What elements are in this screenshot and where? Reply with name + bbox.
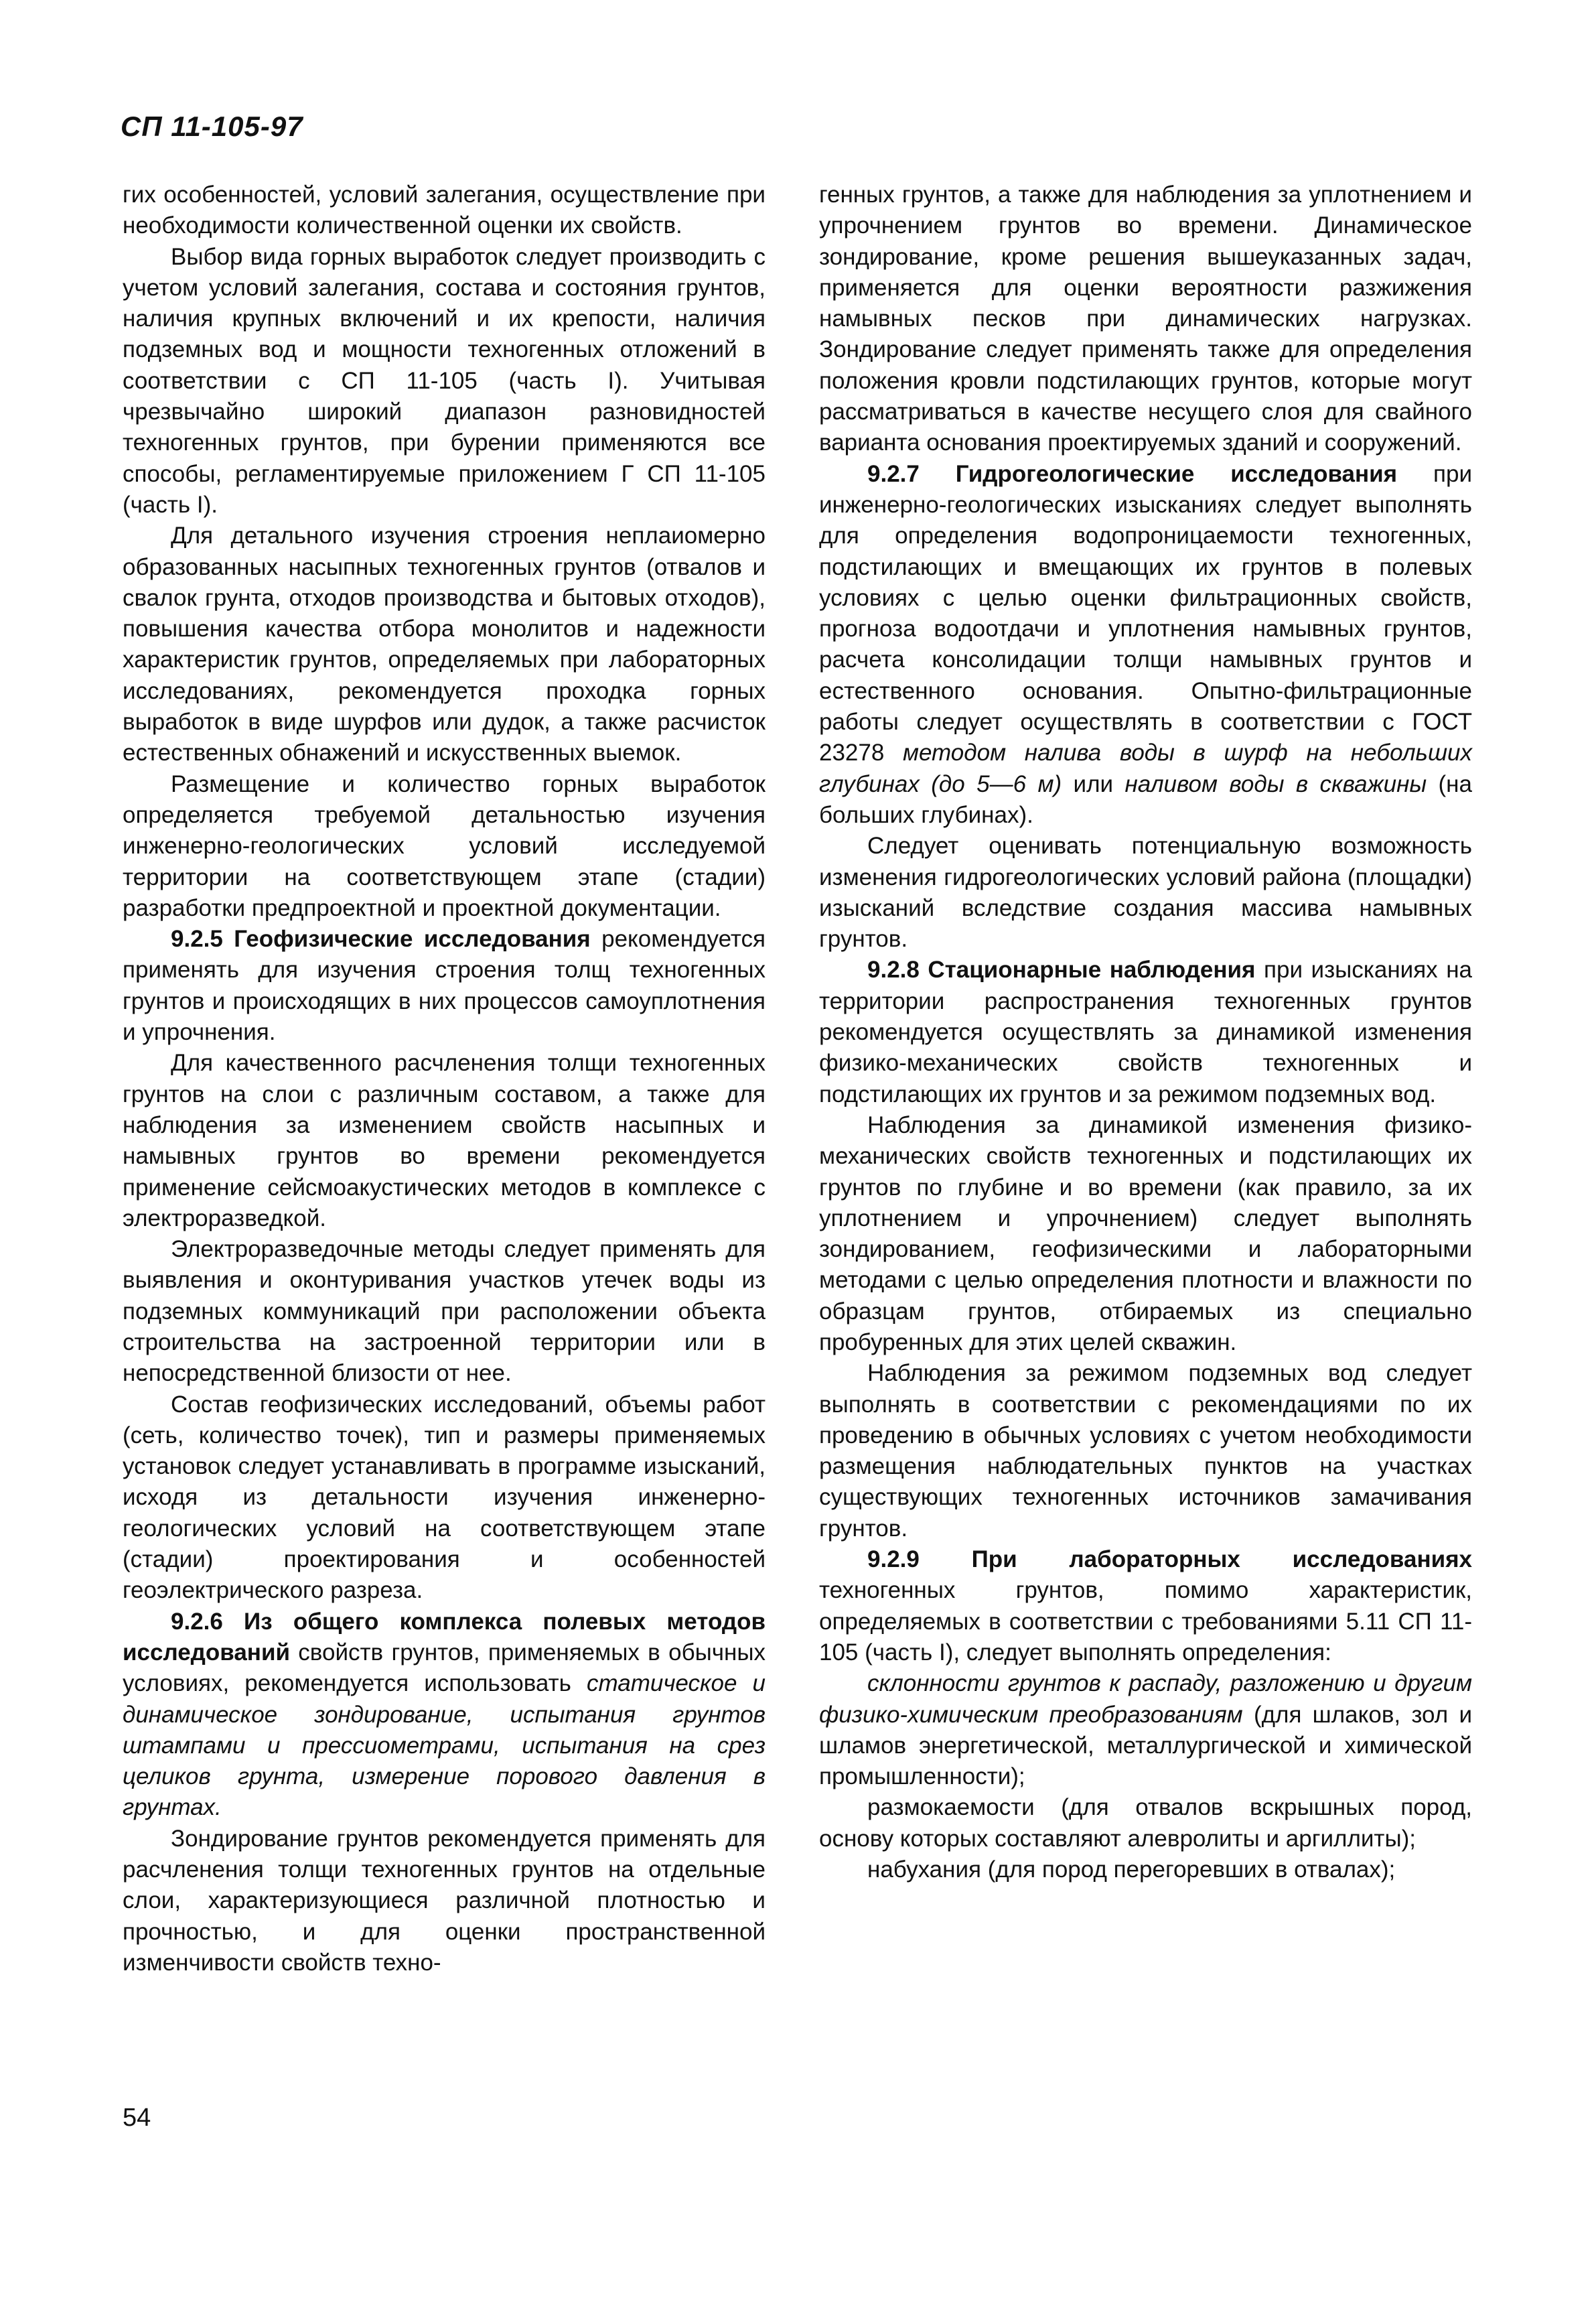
right-column (819, 180, 1472, 1885)
section-9-2-7: 9.2.7 Гидрогеологические исследования при инженерно-геологических изысканиях следует выполнять для определения водопроницаемости техногенных, подстилающих и вмещающих их грунтов в полевых условиях с целью оценки фильтрационных свойств, прогноза водоотдачи и уплотнения намывных грунтов, расчета консолидации толщи намывных грунтов и естественного основания. Опытно-фильтрационные работы следует осуществлять в соответствии с ГОСТ 23278 методом налива воды в шурф на небольших глубинах (до 5—6 м) или наливом воды в скважины (на больших глубинах). (819, 460, 1472, 828)
section-heading: 9.2.7 Гидрогеологические исследования (867, 460, 1398, 487)
section-heading: 9.2.6 Из общего комплекса полевых методов исследований (123, 1608, 766, 1666)
paragraph: Состав геофизических исследований, объемы работ (сеть, количество точек), тип и размеры применяемых установок следует устанавливать в программе изысканий, исходя из детальности изучения инженерно-геологических условий на соответствующем этапе (стадии) проектирования и особенностей геоэлектрического разреза. (123, 1391, 766, 1604)
section-9-2-9: 9.2.9 При лабораторных исследованиях техногенных грунтов, помимо характеристик, определяемых в соответствии с требованиями 5.11 СП 11-105 (часть I), следует выполнять определения: (819, 1546, 1472, 1666)
section-heading: 9.2.9 При лабораторных исследованиях (867, 1546, 1472, 1573)
list-item: набухания (для пород перегоревших в отвалах); (867, 1856, 1396, 1883)
left-column (123, 180, 766, 1978)
page-number: 54 (123, 2104, 151, 2132)
paragraph: Наблюдения за режимом подземных вод следует выполнять в соответствии с рекомендациями по их проведению в обычных условиях с учетом необходимости размещения наблюдательных пунктов на участках существующих техногенных источников замачивания грунтов. (819, 1360, 1472, 1542)
section-heading: 9.2.8 Стационарные наблюдения (867, 957, 1256, 983)
section-9-2-8: 9.2.8 Стационарные наблюдения при изысканиях на территории распространения техногенных грунтов рекомендуется осуществлять за динамикой изменения физико-механических свойств техногенных и подстилающих их грунтов и за режимом подземных вод. (819, 957, 1472, 1107)
section-9-2-6: 9.2.6 Из общего комплекса полевых методов исследований свойств грунтов, применяемых в обычных условиях, рекомендуется использовать статическое и динамическое зондирование, испытания грунтов штампами и прессиометрами, испытания на срез целиков грунта, измерение порового давления в грунтах. (123, 1608, 766, 1821)
paragraph: Наблюдения за динамикой изменения физико-механических свойств техногенных и подстилающих их грунтов по глубине и во времени (как правило, за их уплотнением и упрочнением) следует выполнять зондированием, геофизическими и лабораторными методами с целью определения плотности и влажности по образцам грунтов, отбираемых из специально пробуренных для этих целей скважин. (819, 1111, 1472, 1355)
paragraph: Размещение и количество горных выработок определяется требуемой детальностью изучения инженерно-геологических условий исследуемой территории на соответствующем этапе (стадии) разработки предпроектной и проектной документации. (123, 770, 766, 921)
paragraph: Электроразведочные методы следует применять для выявления и оконтуривания участков утечек воды из подземных коммуникаций при расположении объекта строительства на застроенной территории или в непосредственной близости от нее. (123, 1236, 766, 1387)
document-code-header: СП 11-105-97 (121, 111, 303, 142)
paragraph: гих особенностей, условий залегания, осуществление при необходимости количественной оценки их свойств. (123, 182, 766, 239)
paragraph: Следует оценивать потенциальную возможность изменения гидрогеологических условий района (площадки) изысканий вследствие создания массива намывных грунтов. (819, 833, 1472, 953)
list-item: размокаемости (для отвалов вскрышных пород, основу которых составляют алевролиты и аргиллиты); (819, 1794, 1472, 1852)
paragraph: Выбор вида горных выработок следует производить с учетом условий залегания, состава и состояния грунтов, наличия крупных включений и их крепости, наличия подземных вод и мощности техногенных отложений в соответствии с СП 11-105 (часть I). Учитывая чрезвычайно широкий диапазон разновидностей техногенных грунтов, при бурении применяются все способы, регламентируемые приложением Г СП 11-105 (часть I). (123, 243, 766, 518)
section-heading: 9.2.5 Геофизические исследования (171, 926, 591, 953)
paragraph: Зондирование грунтов рекомендуется применять для расчленения толщи техногенных грунтов на отдельные слои, характеризующиеся различной плотностью и прочностью, и для оценки пространственной изменчивости свойств техно- (123, 1825, 766, 1976)
paragraph: генных грунтов, а также для наблюдения за уплотнением и упрочнением грунтов во времени. Динамическое зондирование, кроме решения вышеуказанных задач, применяется для оценки вероятности разжижения намывных песков при динамических нагрузках. Зондирование следует применять также для определения положения кровли подстилающих грунтов, которые могут рассматриваться в качестве несущего слоя для свайного варианта основания проектируемых зданий и сооружений. (819, 182, 1472, 456)
paragraph: Для качественного расчленения толщи техногенных грунтов на слои с различным составом, а также для наблюдения за изменением свойств насыпных и намывных грунтов во времени рекомендуется применение сейсмоакустических методов в комплексе с электроразведкой. (123, 1050, 766, 1231)
list-item: склонности грунтов к распаду, разложению и другим физико-химическим преобразованиям (для шлаков, зол и шламов энергетической, металлургической и химической промышленности); (819, 1670, 1472, 1790)
paragraph: Для детального изучения строения неплаиомерно образованных насыпных техногенных грунтов (отвалов и свалок грунта, отходов производства и бытовых отходов), повышения качества отбора монолитов и надежности характеристик грунтов, определяемых при лабораторных исследованиях, рекомендуется проходка горных выработок в виде шурфов или дудок, а также расчисток естественных обнажений и искусственных выемок. (123, 523, 766, 766)
section-9-2-5: 9.2.5 Геофизические исследования рекомендуется применять для изучения строения толщ техногенных грунтов и происходящих в них процессов самоуплотнения и упрочнения. (123, 926, 766, 1046)
